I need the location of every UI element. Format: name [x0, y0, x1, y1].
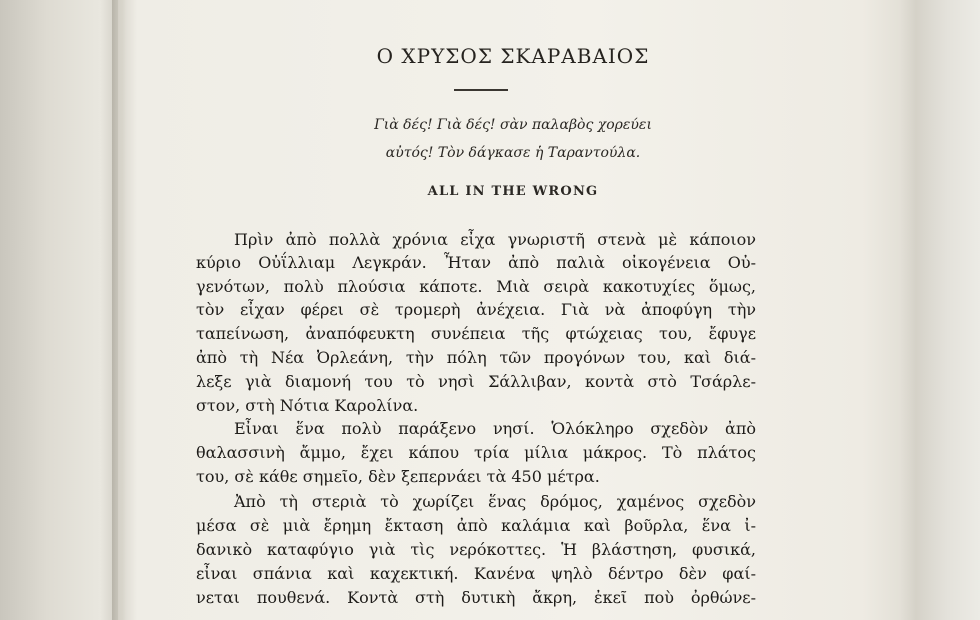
body-line: δανικὸ καταφύγιο γιὰ τὶς νερόκοττες. Ἡ βλάστηση, φυσικά, [196, 540, 756, 559]
body-line: του, σὲ κάθε σημεῖο, δὲν ξεπερνάει τὰ 450 μέτρα. [196, 467, 600, 486]
book-gutter-shadow [112, 0, 126, 620]
right-page-edge-shadow [900, 0, 980, 620]
body-line: ταπείνωση, ἀναπόφευκτη συνέπεια τῆς φτώχειας του, ἔφυγε [196, 324, 756, 343]
epigraph-line-2: αὐτός! Τὸν δάγκασε ἡ Ταραντούλα. [385, 145, 641, 161]
chapter-title: Ο ΧΡΥΣΟΣ ΣΚΑΡΑΒΑΙΟΣ [376, 44, 650, 68]
epigraph-source: ALL IN THE WRONG [427, 184, 599, 199]
body-line: Ἀπὸ τὴ στεριὰ τὸ χωρίζει ἕνας δρόμος, χαμένος σχεδὸν [234, 492, 756, 511]
title-divider [454, 89, 508, 91]
body-line: Πρὶν ἀπὸ πολλὰ χρόνια εἶχα γνωριστῆ στενὰ μὲ κάποιον [234, 230, 756, 249]
body-line: νεται πουθενά. Κοντὰ στὴ δυτικὴ ἄκρη, ἐκεῖ ποὺ ὀρθώνε- [196, 588, 756, 607]
body-line: λεξε γιὰ διαμονή του τὸ νησὶ Σάλλιβαν, κοντὰ στὸ Τσάρλε- [196, 372, 756, 391]
body-line: τὸν εἶχαν φέρει σὲ τρομερὴ ἀνέχεια. Γιὰ νὰ ἀποφύγη τὴν [196, 300, 756, 319]
body-line: μέσα σὲ μιὰ ἔρημη ἔκταση ἀπὸ καλάμια καὶ βοῦρλα, ἕνα ἰ- [196, 516, 756, 535]
body-line: στον, στὴ Νότια Καρολίνα. [196, 396, 419, 415]
body-line: θαλασσινὴ ἄμμο, ἔχει κάπου τρία μίλια μάκρος. Τὸ πλάτος [196, 443, 756, 462]
right-page [126, 0, 900, 620]
body-line: ἀπὸ τὴ Νέα Ὀρλεάνη, τὴν πόλη τῶν προγόνων του, καὶ διά- [196, 348, 756, 367]
body-line: εἶναι σπάνια καὶ καχεκτική. Κανένα ψηλὸ δέντρο δὲν φαί- [196, 564, 756, 583]
left-page-edge [0, 0, 118, 620]
epigraph-line-1: Γιὰ δές! Γιὰ δές! σὰν παλαβὸς χορεύει [374, 117, 652, 133]
body-line: Εἶναι ἕνα πολὺ παράξενο νησί. Ὁλόκληρο σχεδὸν ἀπὸ [234, 419, 756, 438]
body-line: κύριο Οὐΐλλιαμ Λεγκράν. Ἦταν ἀπὸ παλιὰ οἰκογένεια Οὐ- [196, 253, 756, 272]
body-line: γενότων, πολὺ πλούσια κάποτε. Μιὰ σειρὰ κακοτυχίες ὅμως, [196, 277, 756, 296]
